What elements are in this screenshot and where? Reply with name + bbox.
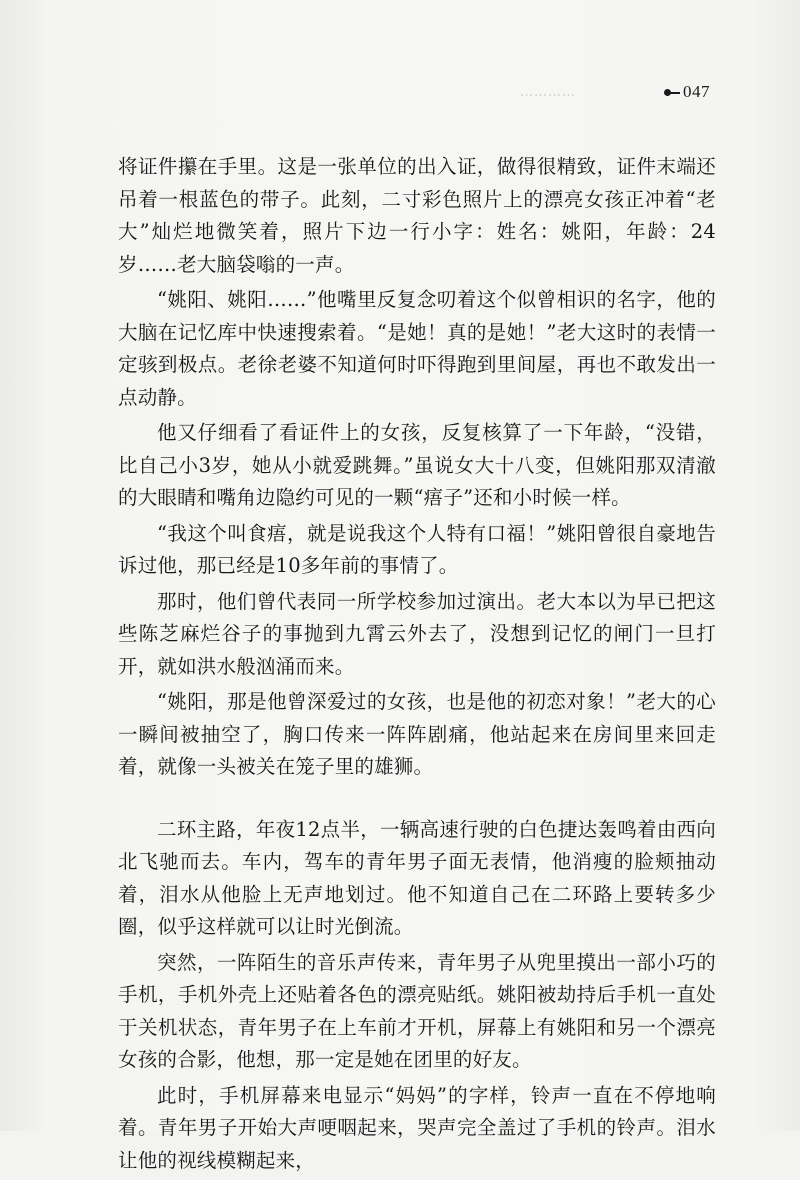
paragraph: 那时，他们曾代表同一所学校参加过演出。老大本以为早已把这些陈芝麻烂谷子的事抛到九霄云外去了，没想到记忆的闸门一旦打开，就如洪水般汹涌而来。 xyxy=(118,589,716,678)
page-number: 047 xyxy=(683,82,710,101)
paragraph: “我这个叫食痦，就是说我这个人特有口福！”姚阳曾很自豪地告诉过他，那已经是10多年前的事情了。 xyxy=(118,521,716,577)
running-header xyxy=(520,82,710,102)
paragraph: 突然，一阵陌生的音乐声传来，青年男子从兜里摸出一部小巧的手机，手机外壳上还贴着各色的漂亮贴纸。姚阳被劫持后手机一直处于关机状态，青年男子在上车前才开机，屏幕上有姚阳和另一个漂亮女孩的合影，他想，那一定是她在团里的好友。 xyxy=(118,950,716,1071)
page-number-group xyxy=(664,82,710,102)
bullet-dash-icon xyxy=(664,88,680,96)
section-break xyxy=(118,787,716,814)
body-text xyxy=(118,151,716,1180)
paragraph: 此时，手机屏幕来电显示“妈妈”的字样，铃声一直在不停地响着。青年男子开始大声哽咽起来，哭声完全盖过了手机的铃声。泪水让他的视线模糊起来， xyxy=(118,1083,716,1172)
paragraph: “姚阳，那是他曾深爱过的女孩，也是他的初恋对象！”老大的心一瞬间被抽空了，胸口传来一阵阵剧痛，他站起来在房间里来回走着，就像一头被关在笼子里的雄狮。 xyxy=(118,690,716,778)
paragraph: 他又仔细看了看证件上的女孩，反复核算了一下年龄，“没错，比自己小3岁，她从小就爱跳舞。”虽说女大十八变，但姚阳那双清澈的大眼睛和嘴角边隐约可见的一颗“痦子”还和小时候一样。 xyxy=(118,421,716,509)
paragraph: 将证件攥在手里。这是一张单位的出入证，做得很精致，证件末端还吊着一根蓝色的带子。此刻，二寸彩色照片上的漂亮女孩正冲着“老大”灿烂地微笑着，照片下边一行小字：姓名：姚阳，年龄：24岁……老大脑袋嗡的一声。 xyxy=(118,155,716,276)
paragraph: 二环主路，年夜12点半，一辆高速行驶的白色捷达轰鸣着由西向北飞驰而去。车内，驾车的青年男子面无表情，他消瘦的脸颊抽动着，泪水从他脸上无声地划过。他不知道自己在二环路上要转多少圈，似乎这样就可以让时光倒流。 xyxy=(118,817,716,938)
paragraph: “姚阳、姚阳……”他嘴里反复念叨着这个似曾相识的名字，他的大脑在记忆库中快速搜索着。“是她！真的是她！”老大这时的表情一定骇到极点。老徐老婆不知道何时吓得跑到里间屋，再也不敢发出一点动静。 xyxy=(118,288,716,409)
faded-running-title: ………… xyxy=(520,85,576,100)
